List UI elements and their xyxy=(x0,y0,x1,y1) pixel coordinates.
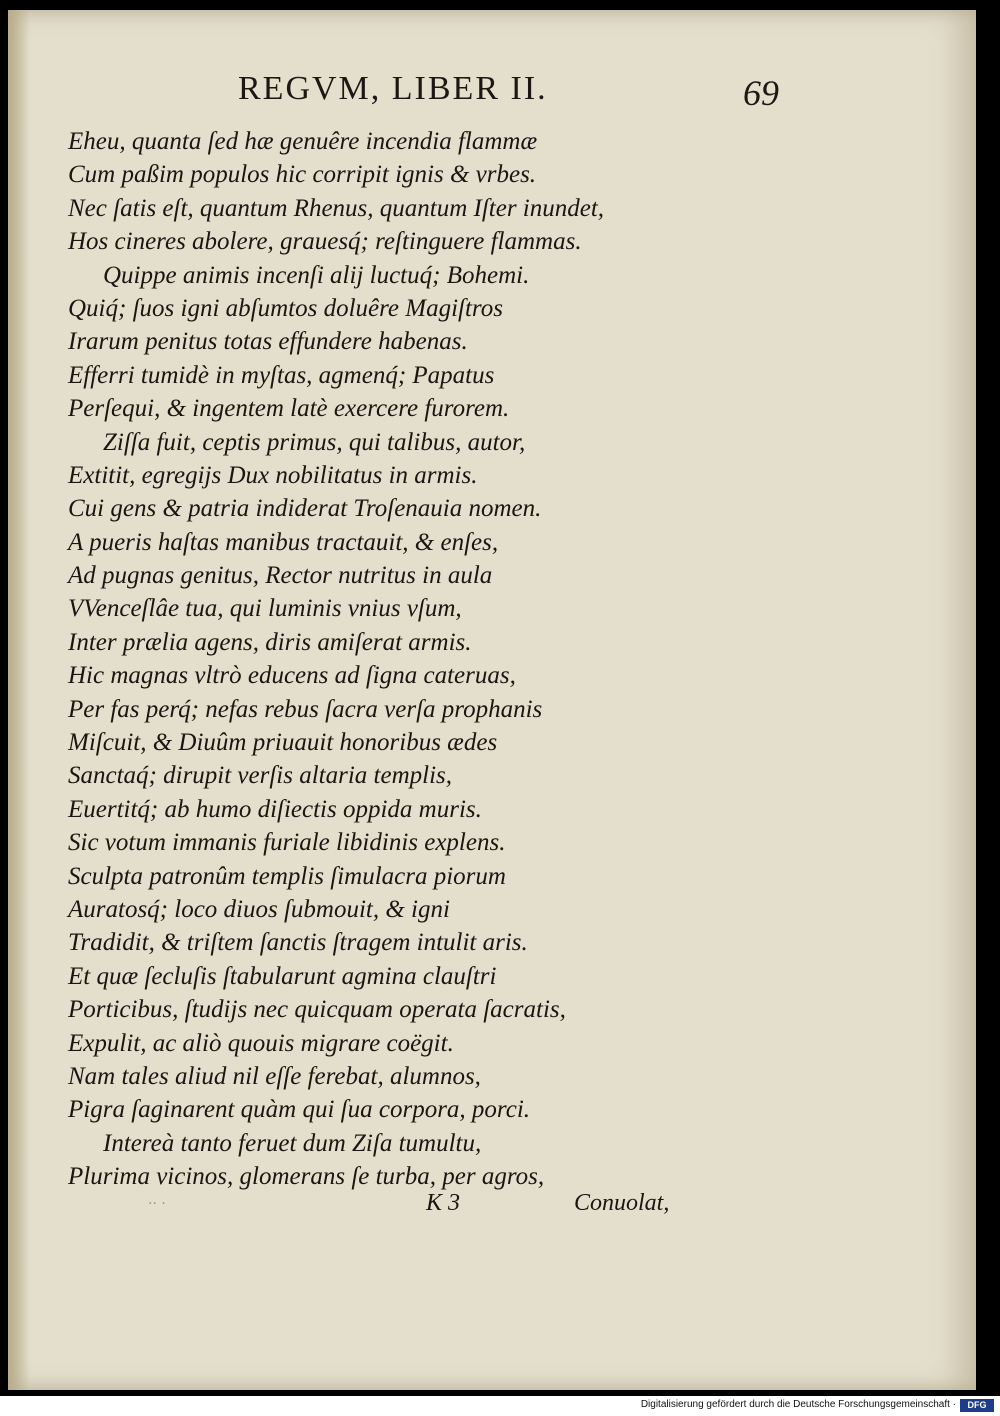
verse-line: Intereà tanto feruet dum Ziſa tumultu, xyxy=(103,1129,482,1157)
verse-block xyxy=(68,125,768,1194)
verse-line: Cui gens & patria indiderat Troſenauia nomen. xyxy=(68,495,542,523)
verse-line: Perſequi, & ingentem latè exercere furorem. xyxy=(68,395,510,423)
verse-line: Hic magnas vltrò educens ad ſigna cateruas, xyxy=(68,662,516,690)
verse-line: Ad pugnas genitus, Rector nutritus in aula xyxy=(68,562,493,590)
verse-line: Sanctaq́; dirupit verſis altaria templis, xyxy=(68,762,453,790)
verse-line: Nam tales aliud nil eſſe ferebat, alumnos, xyxy=(68,1062,481,1090)
book-page xyxy=(8,10,976,1390)
verse-line: Sculpta patronûm templis ſimulacra piorum xyxy=(68,862,506,890)
verse-line: Plurima vicinos, glomerans ſe turba, per agros, xyxy=(68,1163,545,1191)
verse-line: Extitit, egregijs Dux nobilitatus in armis. xyxy=(68,461,478,489)
verse-line: Efferri tumidè in myſtas, agmenq́; Papatus xyxy=(68,361,495,389)
verse-line: Quiq́; ſuos igni abſumtos doluêre Magiſtros xyxy=(68,294,503,322)
verse-line: A pueris haſtas manibus tractauit, & enſes, xyxy=(68,528,499,556)
digitization-footer xyxy=(0,1396,1000,1416)
verse-line: Cum paßim populos hic corripit ignis & vrbes. xyxy=(68,161,537,189)
verse-line: Eheu, quanta ſed hæ genuêre incendia flammæ xyxy=(68,128,538,155)
verse-line: Euertitq́; ab humo diſiectis oppida muris. xyxy=(68,795,482,823)
verse-line: VVenceſlâe tua, qui luminis vnius vſum, xyxy=(68,595,462,623)
page-gutter-shadow xyxy=(8,10,30,1390)
verse-line: Quippe animis incenſi alij luctuq́; Bohemi. xyxy=(103,261,530,289)
running-head: REGVM, LIBER II. xyxy=(238,70,548,107)
verse-line: Miſcuit, & Diuûm priuauit honoribus ædes xyxy=(68,729,498,757)
verse-line: Hos cineres abolere, grauesq́; reſtinguere flammas. xyxy=(68,228,582,256)
verse-line: Inter prælia agens, diris amiſerat armis. xyxy=(68,628,472,656)
catchword: Conuolat, xyxy=(574,1190,670,1216)
verse-line: Et quæ ſecluſis ſtabularunt agmina clauſtri xyxy=(68,962,497,990)
verse-line: Porticibus, ſtudijs nec quicquam operata ſacratis, xyxy=(68,996,566,1024)
ink-smudge: ·· · xyxy=(148,1196,166,1212)
verse-line: Expulit, ac aliò quouis migrare coëgit. xyxy=(68,1029,454,1057)
verse-line: Ziſſa fuit, ceptis primus, qui talibus, autor, xyxy=(103,428,526,456)
verse-line: Per fas perq́; nefas rebus ſacra verſa prophanis xyxy=(68,695,543,723)
verse-line: Nec ſatis eſt, quantum Rhenus, quantum Iſter inundet, xyxy=(68,194,605,222)
verse-line: Sic votum immanis furiale libidinis explens. xyxy=(68,829,506,857)
verse-line: Pigra ſaginarent quàm qui ſua corpora, porci. xyxy=(68,1096,531,1124)
verse-line: Auratosq́; loco diuos ſubmouit, & igni xyxy=(68,895,450,923)
signature-mark: K 3 xyxy=(426,1190,461,1216)
page-number: 69 xyxy=(743,73,779,113)
verse-line: Irarum penitus totas effundere habenas. xyxy=(68,328,468,356)
verse-line: Tradidit, & triſtem ſanctis ſtragem intulit aris. xyxy=(68,929,528,957)
funding-credit: Digitalisierung gefördert durch die Deutsche Forschungsgemeinschaft · xyxy=(640,1399,956,1410)
dfg-logo-icon: DFG xyxy=(960,1399,994,1412)
